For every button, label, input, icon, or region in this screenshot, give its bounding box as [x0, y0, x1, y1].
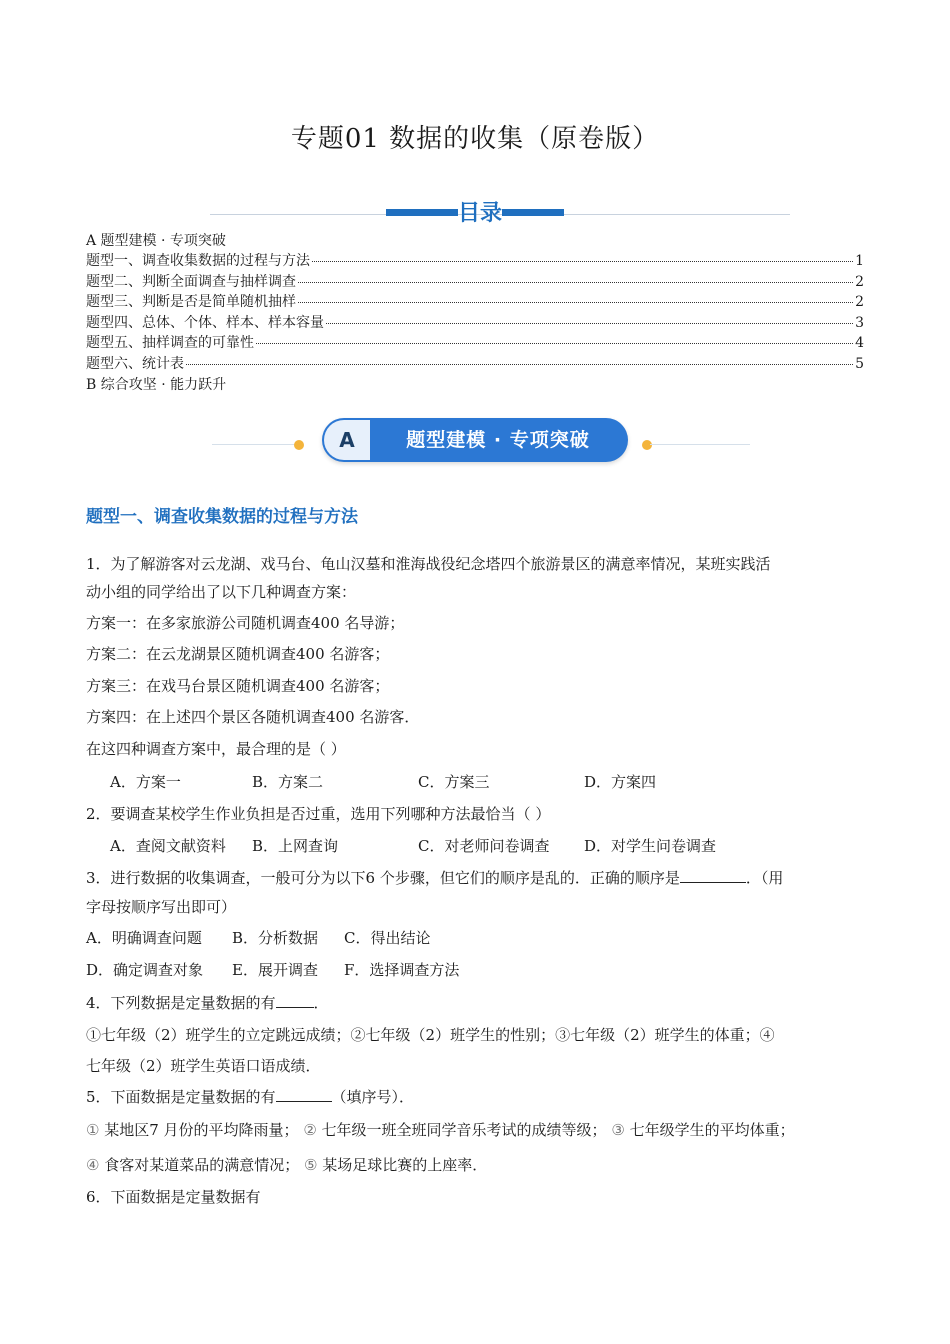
q3-step-f: F．选择调查方法 — [344, 961, 460, 979]
q1-option-b[interactable]: B．方案二 — [252, 773, 324, 791]
banner-text: 题型建模 · 专项突破 — [406, 429, 590, 451]
q5-item-1: 某地区7 月份的平均降雨量； — [99, 1121, 299, 1139]
toc-item-text: 题型三、判断是否是简单随机抽样 — [86, 294, 296, 310]
q3-stem-tail: ．（用 — [745, 869, 784, 887]
toc-bar-left — [386, 209, 458, 216]
q3-stem-text: 3．进行数据的收集调查，一般可分为以下6 个步骤，但它们的顺序是乱的．正确的顺序是 — [86, 869, 680, 887]
q4-line2: 七年级（2）班学生英语口语成绩． — [86, 1057, 321, 1075]
q1-ask: 在这四种调查方案中，最合理的是（ ） — [86, 740, 346, 758]
banner-line-right — [650, 444, 750, 445]
q2-option-b[interactable]: B．上网查询 — [252, 837, 339, 855]
q5-stem-text: 5．下面数据是定量数据的有 — [86, 1088, 276, 1106]
q3-stem-line2: 字母按顺序写出即可） — [86, 898, 237, 916]
toc-label: 目录 — [457, 201, 502, 226]
q4-line1: ①七年级（2）班学生的立定跳远成绩；②七年级（2）班学生的性别；③七年级（2）班学生的体重；④ — [86, 1026, 775, 1044]
q1-option-c[interactable]: C．方案三 — [418, 773, 490, 791]
toc-item-1[interactable] — [86, 250, 864, 270]
toc-item-5[interactable] — [86, 332, 864, 352]
q2-option-a[interactable]: A．查阅文献资料 — [110, 837, 226, 855]
toc-leader — [256, 343, 853, 344]
q1-option-a[interactable]: A．方案一 — [110, 773, 181, 791]
toc-leader — [186, 364, 853, 365]
q5-item-5: 某场足球比赛的上座率． — [317, 1156, 488, 1174]
section-heading: 题型一、调查收集数据的过程与方法 — [86, 507, 358, 527]
q3-step-b: B．分析数据 — [232, 929, 319, 947]
q1-plan4: 方案四：在上述四个景区各随机调查400 名游客． — [86, 708, 420, 726]
banner-letter: A — [324, 420, 370, 460]
q5-mark-2: ② — [303, 1121, 317, 1139]
q5-mark-1: ① — [86, 1121, 100, 1139]
toc-item-text: 题型六、统计表 — [86, 356, 184, 372]
q5-item-4: 食客对某道菜品的满意情况； — [99, 1156, 300, 1174]
toc-section-a[interactable]: A 题型建模 · 专项突破 — [86, 233, 226, 249]
q4-stem-text: 4．下列数据是定量数据的有 — [86, 994, 276, 1012]
toc-page-number: 3 — [855, 315, 864, 331]
q4-stem-tail: ． — [313, 994, 329, 1012]
q5-item-3: 七年级学生的平均体重； — [624, 1121, 795, 1139]
q1-plan2: 方案二：在云龙湖景区随机调查400 名游客； — [86, 645, 390, 663]
q3-step-e: E．展开调查 — [232, 961, 318, 979]
q3-stem-line1 — [86, 868, 783, 888]
q5-line2 — [86, 1155, 487, 1175]
q5-item-2: 七年级一班全班同学音乐考试的成绩等级； — [316, 1121, 607, 1139]
q1-plan1: 方案一：在多家旅游公司随机调查400 名导游； — [86, 614, 405, 632]
banner-dot-left — [294, 440, 304, 450]
answer-blank[interactable] — [680, 868, 746, 883]
q1-plan3: 方案三：在戏马台景区随机调查400 名游客； — [86, 677, 390, 695]
toc-item-3[interactable] — [86, 291, 864, 311]
toc-item-6[interactable] — [86, 353, 864, 373]
q4-stem — [86, 993, 329, 1013]
toc-page-number: 2 — [855, 294, 864, 310]
answer-blank[interactable] — [276, 993, 314, 1008]
q5-mark-3: ③ — [611, 1121, 625, 1139]
toc-section-b[interactable]: B 综合攻坚 · 能力跃升 — [86, 377, 227, 393]
q3-step-a: A．明确调查问题 — [86, 929, 202, 947]
toc-page-number: 2 — [855, 274, 864, 290]
q5-stem — [86, 1087, 414, 1107]
q5-line1 — [86, 1120, 795, 1140]
toc-page-number: 1 — [855, 253, 864, 269]
q5-mark-5: ⑤ — [304, 1156, 318, 1174]
banner-pill — [322, 418, 628, 462]
toc-item-text: 题型四、总体、个体、样本、样本容量 — [86, 315, 324, 331]
q2-stem: 2．要调查某校学生作业负担是否过重，选用下列哪种方法最恰当（ ） — [86, 805, 551, 823]
answer-blank[interactable] — [276, 1087, 332, 1102]
toc-bar-right — [502, 209, 564, 216]
banner-line-left — [212, 444, 300, 445]
q2-option-d[interactable]: D．对学生问卷调查 — [584, 837, 717, 855]
q1-stem-line1: 1．为了解游客对云龙湖、戏马台、龟山汉墓和淮海战役纪念塔四个旅游景区的满意率情况，某班实践活 — [86, 555, 771, 573]
q5-mark-4: ④ — [86, 1156, 100, 1174]
toc-page-number: 4 — [855, 335, 864, 351]
toc-leader — [298, 302, 853, 303]
toc-item-2[interactable] — [86, 271, 864, 291]
toc-item-text: 题型五、抽样调查的可靠性 — [86, 335, 254, 351]
toc-item-4[interactable] — [86, 312, 864, 332]
toc-item-text: 题型一、调查收集数据的过程与方法 — [86, 253, 310, 269]
page-title: 专题01 数据的收集（原卷版） — [290, 124, 660, 154]
toc-page-number: 5 — [855, 356, 864, 372]
toc-leader — [326, 323, 853, 324]
q6-stem: 6．下面数据是定量数据有 — [86, 1188, 261, 1206]
toc-leader — [312, 261, 853, 262]
q3-step-c: C．得出结论 — [344, 929, 431, 947]
q5-stem-tail: （填序号）． — [331, 1088, 415, 1106]
section-a-banner — [212, 418, 792, 464]
toc-header — [210, 196, 790, 230]
toc-leader — [298, 282, 853, 283]
banner-dot-right — [642, 440, 652, 450]
toc-item-text: 题型二、判断全面调查与抽样调查 — [86, 274, 296, 290]
q3-step-d: D．确定调查对象 — [86, 961, 204, 979]
q2-option-c[interactable]: C．对老师问卷调查 — [418, 837, 550, 855]
q1-option-d[interactable]: D．方案四 — [584, 773, 657, 791]
q1-stem-line2: 动小组的同学给出了以下几种调查方案： — [86, 583, 357, 601]
